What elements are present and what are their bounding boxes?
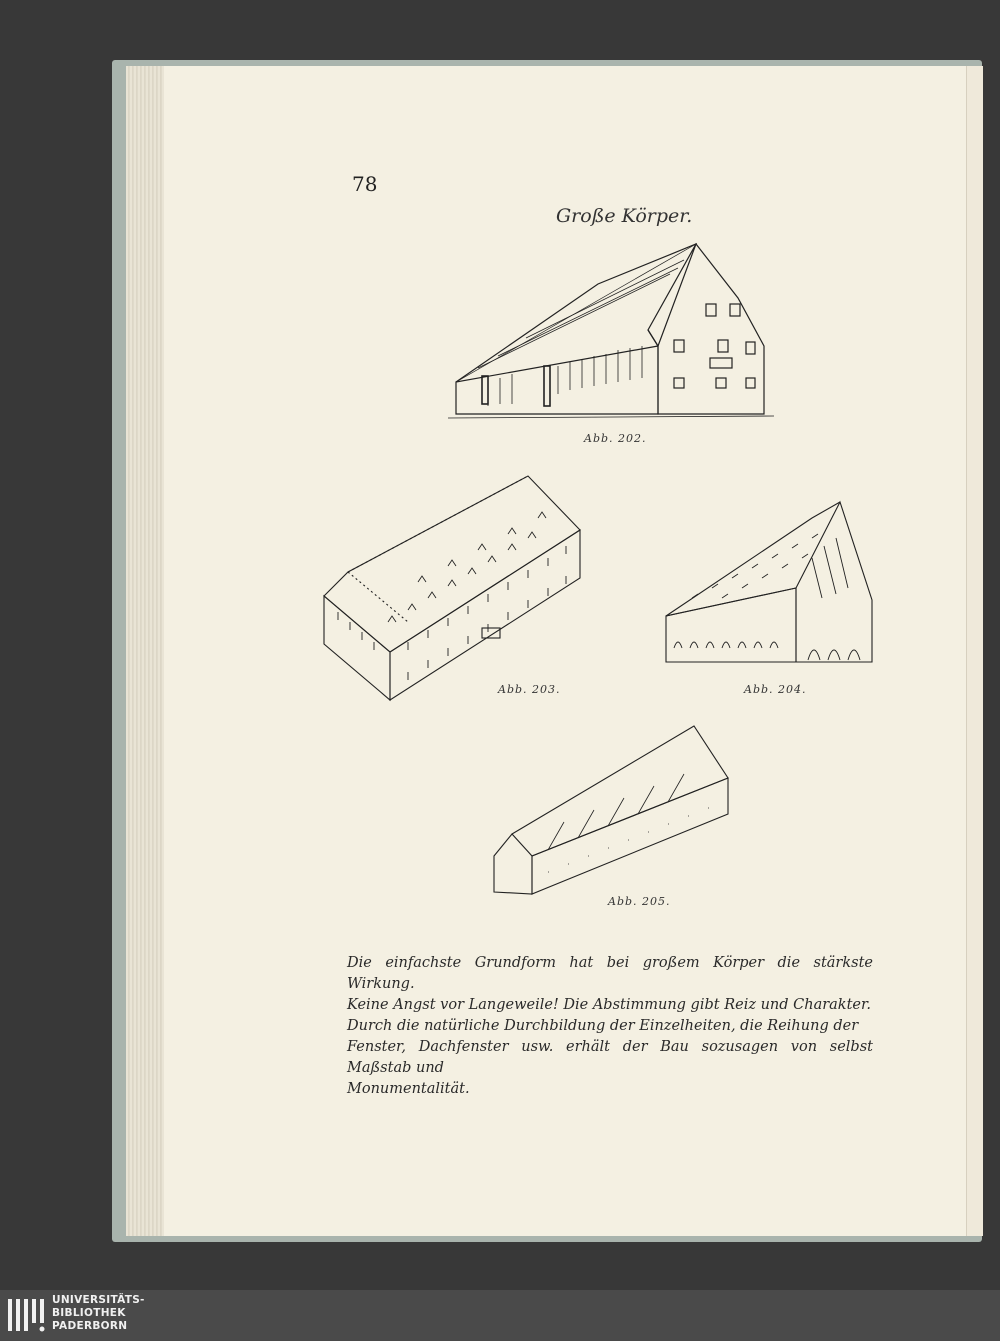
facing-page-edge [966,66,983,1236]
figure-204-drawing [662,498,876,668]
library-footer-bar [0,1290,1000,1341]
logo-line: BIBLIOTHEK [52,1307,126,1319]
body-line: Die einfachste Grundform hat bei großem Körper die stärkste Wirkung. [347,955,873,992]
figure-205-drawing [488,722,734,898]
body-line: Fenster, Dachfenster usw. erhält der Bau sozusagen von selbst Maßstab und [347,1039,873,1076]
body-paragraph [347,953,873,1100]
figure-205-caption: Abb. 205. [608,895,671,908]
figure-202-drawing [448,238,774,430]
figure-202-caption: Abb. 202. [584,432,647,445]
figure-203-caption: Abb. 203. [498,683,561,696]
logo-line: UNIVERSITÄTS- [52,1294,145,1306]
library-logo-text [52,1294,145,1333]
figure-203-drawing [318,472,588,704]
library-logo-icon [6,1295,46,1335]
body-line: Durch die natürliche Durchbildung der Einzelheiten, die Reihung der [347,1018,859,1034]
body-line: Keine Angst vor Langeweile! Die Abstimmung gibt Reiz und Charakter. [347,997,871,1013]
page-heading: Große Körper. [556,205,693,227]
figure-204-caption: Abb. 204. [744,683,807,696]
logo-line: PADERBORN [52,1320,128,1332]
body-line: Monumentalität. [347,1081,470,1097]
page-number: 78 [352,172,378,196]
